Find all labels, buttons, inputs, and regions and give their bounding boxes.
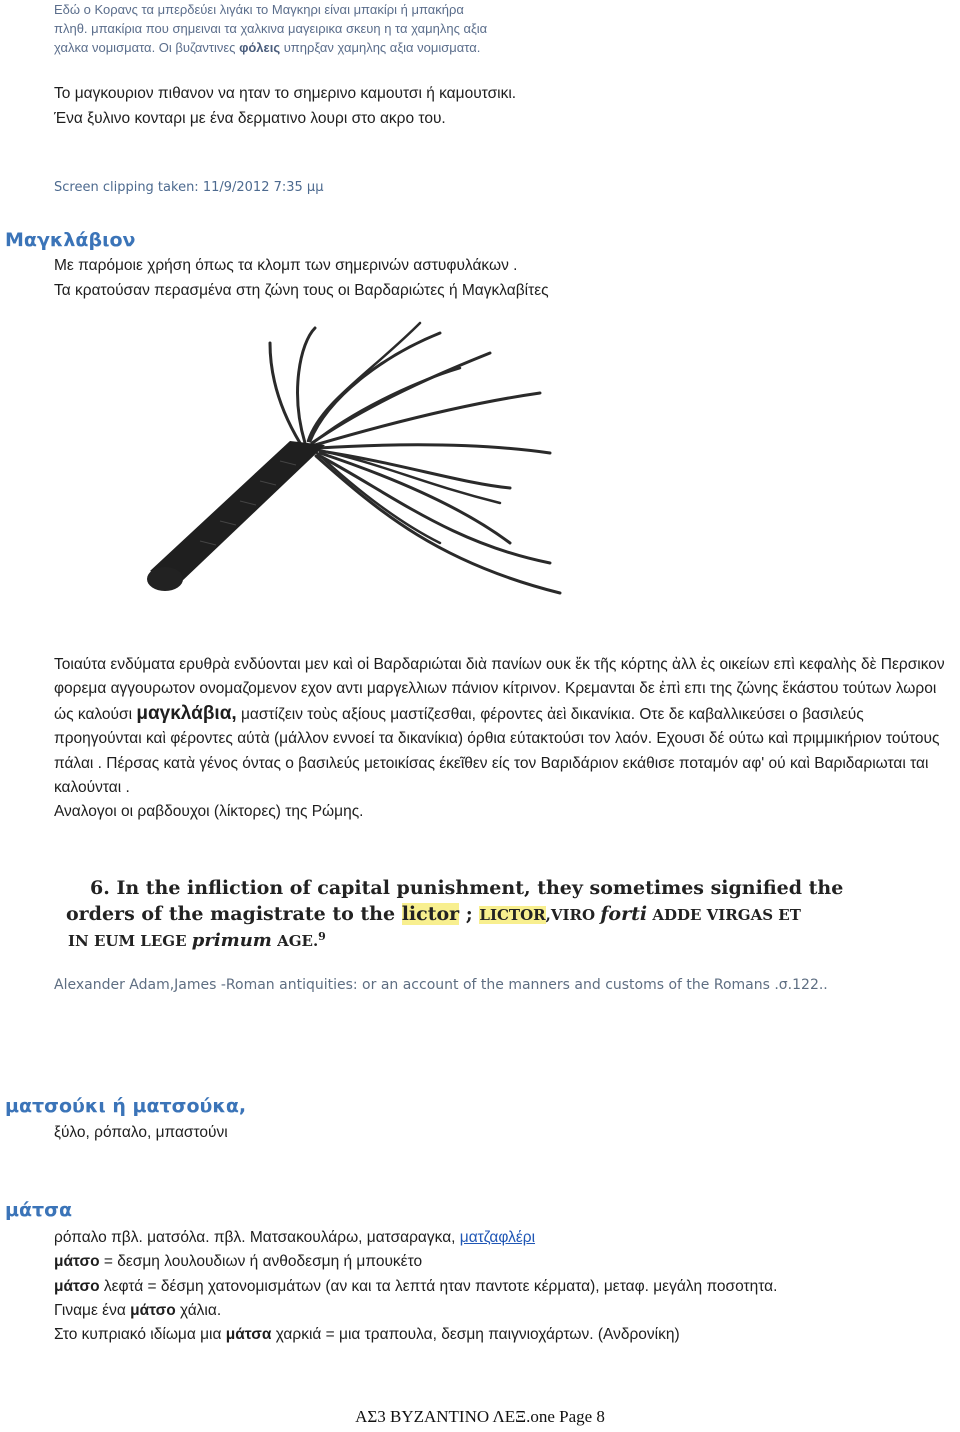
clipping-note: Screen clipping taken: 11/9/2012 7:35 μμ xyxy=(54,180,324,195)
matzafleri-link[interactable]: ματζαφλέρι xyxy=(459,1229,536,1246)
book-highlight: LICTOR xyxy=(479,906,546,924)
section-heading-manglavion: Μαγκλάβιον xyxy=(5,229,136,251)
matsa-text: χαρκιά = μια τραπουλα, δεσμη παιγνιοχάρτων. (Ανδρονίκη) xyxy=(271,1326,680,1343)
book-line: 6. In the infliction of capital punishment, they sometimes signified the xyxy=(90,877,844,899)
top-note-text: χαλκα νομισματα. Οι βυζαντινες xyxy=(54,40,240,55)
top-note-line: πληθ. μπακίρια που σημειναι τα χαλκινα μαγειρικα σκευη η τα χαμηλης αξια xyxy=(54,21,488,36)
book-footnote-mark: 9 xyxy=(318,930,326,943)
quote-text: Τοιαύτα ενδύματα ερυθρὰ ενδύονται μεν καὶ οἱ Βαρδαριώται διὰ πανίων ουκ ἔκ τῆς κόρτης ἀλλ ἐς οικείων επὶ κεφαλὴς δὲ Περσικον φορεμα αγγουρωτον ονομαζομενον εχον αντι μαργελλιων πάνιον κίτρινον. Κρεμανται δε ἐπὶ επι της ζώνης ἔκάστου τούτων λωροι ώς καλούσι xyxy=(54,656,945,723)
book-text: ; xyxy=(459,903,480,925)
top-note-bold: φόλεις xyxy=(239,40,281,55)
book-line xyxy=(68,930,326,951)
matsa-text: χάλια. xyxy=(175,1302,222,1319)
top-note-text: υπηρξαν χαμηλης αξια νομισματα. xyxy=(280,40,481,55)
matsa-text: ρόπαλο πβλ. ματσόλα. πβλ. Ματσακουλάρω, ματσαραγκα, xyxy=(54,1229,460,1246)
book-italic: primum xyxy=(191,930,272,951)
book-text: IN EUM LEGE xyxy=(68,932,192,950)
book-highlight: lictor xyxy=(401,903,460,925)
book-italic: forti xyxy=(600,903,648,925)
matsa-line xyxy=(54,1278,777,1296)
top-note-line: Εδώ ο Κορανς τα μπερδεύει λιγάκι το Μαγκηρι είναι μπακίρι ή μπακήρα xyxy=(54,2,464,17)
matsa-text: Γιναμε ένα xyxy=(54,1302,131,1319)
matsa-bold-term: μάτσο xyxy=(54,1278,100,1295)
quote-term-manglavia: μαγκλάβια, xyxy=(136,702,237,724)
quote-text: μαστίζειν τοὺς αξίους μαστίζεσθαι, φέροντες ἀεὶ δικανίκια. Οτε δε καβαλλικεύσει ο βασιλεύς προηγούνται καὶ φέροντες αύτὰ (μάλλον εννοεί τα δικανίκια) όρθια εύτακτούσι τον λαόν. Εχουσι δέ ούτω καὶ πριμμικήριον τούτους πάλαι . Πέρσας κατὰ γένος όντας ο βασιλεύς μετοικίσας έκεῖθεν είς τον Βαριδάριον εκάθισε ποταμόν αφ' ού καὶ Βαριδαριωται ται καλούνται . xyxy=(54,705,940,797)
matsa-line xyxy=(54,1253,422,1271)
matsa-bold-term: μάτσο xyxy=(130,1302,176,1319)
section-heading-matsa: μάτσα xyxy=(5,1199,73,1221)
matsa-text: λεφτά = δέσμη χατονομισμάτων (αν και τα λεπτά ηταν παντοτε κέρματα), μεταφ. μεγάλη ποσοτητα. xyxy=(99,1278,778,1295)
matsa-line xyxy=(54,1326,680,1344)
matsouki-line: ξύλο, ρόπαλο, μπαστούνι xyxy=(54,1124,228,1141)
source-citation: Alexander Adam,James -Roman antiquities: or an account of the manners and customs of the Romans .σ.122.. xyxy=(54,977,828,993)
whip-image xyxy=(120,313,600,603)
manglavion-line: Τα κρατούσαν περασμένα στη ζώνη τους οι Βαρδαριώτες ή Μαγκλαβίτες xyxy=(54,282,549,299)
book-line xyxy=(66,903,801,925)
mangouri-line: Το μαγκουριον πιθανον να ηταν το σημερινο καμουτσι ή καμουτσικι. xyxy=(54,85,517,102)
section-heading-matsouki: ματσούκι ή ματσούκα, xyxy=(5,1095,247,1117)
matsa-bold-term: μάτσο xyxy=(54,1253,100,1270)
quote-romans-note: Αναλογοι οι ραβδουχοι (λίκτορες) της Ρώμης. xyxy=(54,803,364,821)
matsa-text: = δεσμη λουλουδιων ή ανθοδεσμη ή μπουκέτο xyxy=(99,1253,423,1270)
top-note xyxy=(54,0,574,57)
top-note-line xyxy=(54,38,574,57)
page-footer: ΑΣ3 ΒΥΖΑΝΤΙΝΟ ΛΕΞ.one Page 8 xyxy=(355,1407,605,1426)
manglavion-line: Με παρόμοιε χρήση όπως τα κλομπ των σημερινών αστυφυλάκων . xyxy=(54,257,518,274)
matsa-text: Στο κυπριακό ιδίωμα μια xyxy=(54,1326,226,1343)
book-text: orders of the magistrate to the xyxy=(66,903,402,925)
book-text: AGE. xyxy=(271,932,319,950)
book-excerpt-image xyxy=(62,872,844,956)
book-text: ,VIRO xyxy=(545,906,601,924)
book-text: ADDE VIRGAS ET xyxy=(647,906,801,924)
matsa-line xyxy=(54,1229,535,1247)
quote-paragraph xyxy=(54,653,954,825)
matsa-line xyxy=(54,1302,221,1320)
matsa-bold-term: μάτσα xyxy=(225,1326,272,1343)
mangouri-line: Ένα ξυλινο κονταρι με ένα δερματινο λουρι στο ακρο του. xyxy=(54,110,446,127)
